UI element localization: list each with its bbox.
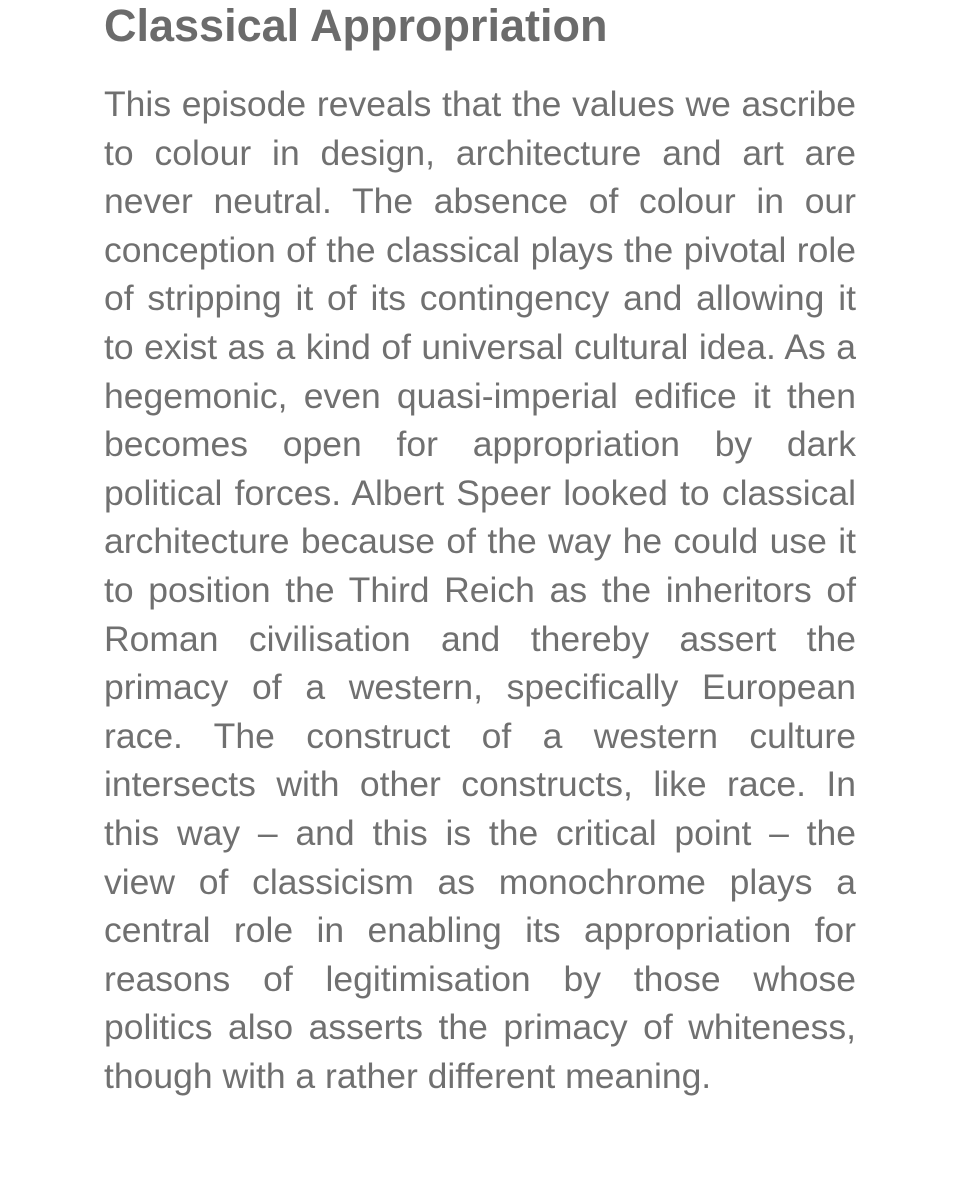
article-body: This episode reveals that the values we ascribe to colour in design, architecture and art are never neutral. The absence of colour in our conception of the classical plays the pivotal role of stripping it of its contingency and allowing it to exist as a kind of universal cultural idea. As a hegemonic, even quasi-imperial edifice it then becomes open for appropriation by dark political forces. Albert Speer looked to classical architecture because of the way he could use it to position the Third Reich as the inheritors of Roman civilisation and thereby assert the primacy of a western, specifically European race. The construct of a western culture intersects with other constructs, like race. In this way – and this is the critical point – the view of classicism as monochrome plays a central role in enabling its appropriation for reasons of legitimisation by those whose politics also asserts the primacy of whiteness, though with a rather different meaning. [104,84,856,1096]
article-title: Classical Appropriation [104,0,608,51]
article [104,0,856,1100]
